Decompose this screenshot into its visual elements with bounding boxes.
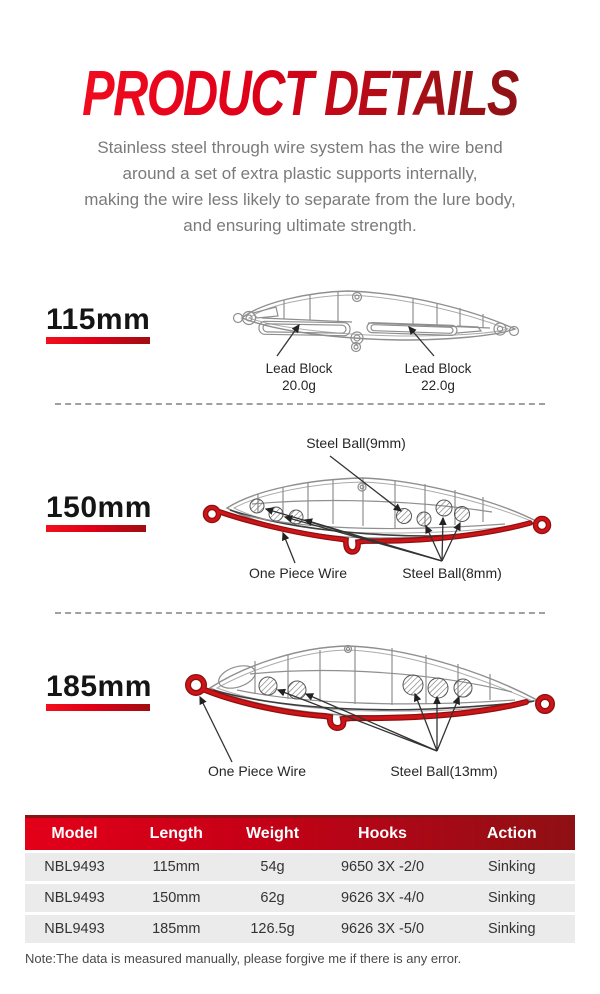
one-piece-wire xyxy=(188,677,552,728)
annotation-lead-block-1: Lead Block 20.0g xyxy=(265,361,333,393)
section-115mm xyxy=(0,278,600,404)
note-text: Note:The data is measured manually, please forgive me if there is any error. xyxy=(25,951,462,966)
description-line: around a set of extra plastic supports internally, xyxy=(122,164,478,183)
dashed-divider xyxy=(55,612,545,614)
description-line: making the wire less likely to separate from the lure body, xyxy=(84,190,516,209)
size-label-185mm xyxy=(46,671,152,711)
size-text: 150mm xyxy=(46,491,152,524)
page-title: PRODUCT DETAILS xyxy=(72,60,528,126)
size-underline-bar xyxy=(46,525,146,532)
annotation-lead-block-2: Lead Block 22.0g xyxy=(404,361,472,393)
one-piece-wire xyxy=(206,508,549,553)
description xyxy=(0,135,600,239)
description-line: Stainless steel through wire system has the wire bend xyxy=(97,138,503,157)
table-header-row xyxy=(25,815,575,850)
size-text: 115mm xyxy=(46,303,151,336)
dashed-divider xyxy=(55,403,545,405)
size-text: 185mm xyxy=(46,670,152,703)
description-line: and ensuring ultimate strength. xyxy=(183,216,417,235)
section-185mm xyxy=(0,630,600,805)
col-header-length: Length xyxy=(149,825,203,842)
table-row: NBL9493 185mm 126.5g 9626 3X -5/0 Sinking xyxy=(25,912,575,943)
size-underline-bar xyxy=(46,337,150,344)
col-header-hooks: Hooks xyxy=(358,825,407,842)
section-150mm xyxy=(0,420,600,605)
annotation-steel-ball-13mm: Steel Ball(13mm) xyxy=(390,763,498,779)
spec-table xyxy=(25,815,575,943)
size-underline-bar xyxy=(46,704,150,711)
size-label-115mm xyxy=(46,304,150,344)
table-row: NBL9493 150mm 62g 9626 3X -4/0 Sinking xyxy=(25,881,575,912)
annotation-one-piece-wire: One Piece Wire xyxy=(207,763,307,779)
annotation-one-piece-wire: One Piece Wire xyxy=(248,565,348,581)
col-header-model: Model xyxy=(51,825,98,842)
annotation-steel-ball-8mm: Steel Ball(8mm) xyxy=(402,565,502,581)
size-label-150mm xyxy=(46,492,152,532)
col-header-action: Action xyxy=(486,825,537,842)
table-row: NBL9493 115mm 54g 9650 3X -2/0 Sinking xyxy=(25,850,575,881)
annotation-steel-ball-9mm: Steel Ball(9mm) xyxy=(306,435,406,451)
col-header-weight: Weight xyxy=(245,825,300,842)
